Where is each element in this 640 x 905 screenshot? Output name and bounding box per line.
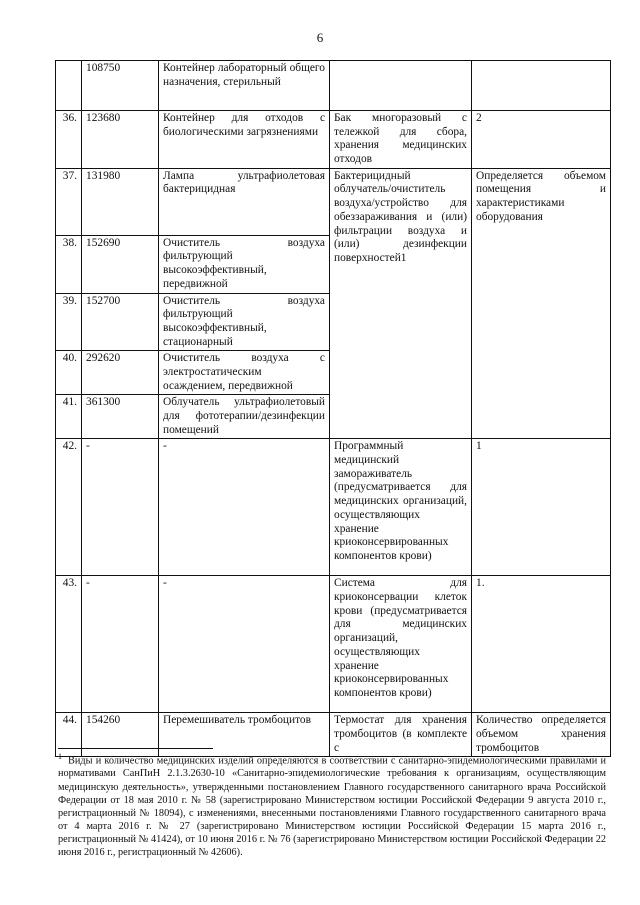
item-name: Контейнер для отходов с биологическими загрязнениями [159, 111, 330, 169]
page-number: 6 [316, 30, 324, 45]
item-code: 152690 [82, 235, 159, 293]
row-number: 44. [56, 713, 82, 757]
item-code: 123680 [82, 111, 159, 169]
row-number: 43. [56, 576, 82, 713]
table-row [56, 576, 611, 713]
item-name: Очиститель воздуха фильтрующий высокоэффективный, передвижной [159, 235, 330, 293]
item-name: - [159, 576, 330, 713]
table-row [56, 111, 611, 169]
row-number: 40. [56, 351, 82, 395]
table-row [56, 168, 611, 235]
equipment-name: Бактерицидный облучатель/очиститель воздуха/устройство для обеззараживания и (или) фильтрации воздуха и (или) дезинфекции поверхностей1 [330, 168, 472, 439]
footnote-divider [58, 748, 213, 749]
table-row [56, 713, 611, 757]
row-number: 42. [56, 439, 82, 576]
item-name: - [159, 439, 330, 576]
table-row [56, 61, 611, 111]
item-name: Облучатель ультрафиолетовый для фототерапии/дезинфекции помещений [159, 395, 330, 439]
item-code: 292620 [82, 351, 159, 395]
item-code: - [82, 576, 159, 713]
row-number: 39. [56, 293, 82, 351]
item-code: 361300 [82, 395, 159, 439]
quantity: Количество определяется объемом хранения тромбоцитов [472, 713, 611, 757]
footnote-text: Виды и количество медицинских изделий определяются в соответствии с санитарно-эпидемиологическими правилами и нормативами СанПиН 2.1.3.2630-10 «Санитарно-эпидемиологические требования к организациям, осуществляющим медицинскую деятельность», утвержденными постановлением Главного государственного санитарного врача Российской Федерации от 18 мая 2010 г. № 58 (зарегистрировано Министерством юстиции Российской Федерации 9 августа 2010 г., регистрационный № 18094), с изменениями, внесенными постановлениями Главного государственного санитарного врача от 4 марта 2016 г. № 27 (зарегистрировано Министерством юстиции Российской Федерации 15 марта 2016 г., регистрационный № 41424), от 10 июня 2016 г. № 76 (зарегистрировано Министерством юстиции Российской Федерации 22 июня 2016 г., регистрационный № 42606). [58, 755, 606, 858]
footnote [58, 752, 606, 859]
equipment-table [55, 60, 611, 757]
item-name: Очиститель воздуха фильтрующий высокоэффективный, стационарный [159, 293, 330, 351]
equipment-name: Система для криоконсервации клеток крови (предусматривается для медицинских организаций, осуществляющих хранение криоконсервированных компонентов крови) [330, 576, 472, 713]
table-row [56, 439, 611, 576]
item-code: 108750 [82, 61, 159, 111]
equipment-name [330, 61, 472, 111]
quantity: 1. [472, 576, 611, 713]
row-number: 41. [56, 395, 82, 439]
item-code: 152700 [82, 293, 159, 351]
item-code: 154260 [82, 713, 159, 757]
quantity: 2 [472, 111, 611, 169]
quantity: Определяется объемом помещения и характеристиками оборудования [472, 168, 611, 439]
item-code: - [82, 439, 159, 576]
item-name: Лампа ультрафиолетовая бактерицидная [159, 168, 330, 235]
quantity: 1 [472, 439, 611, 576]
equipment-name: Программный медицинский замораживатель (предусматривается для медицинских организаций, осуществляющих хранение криоконсервированных компонентов крови) [330, 439, 472, 576]
item-name: Очиститель воздуха с электростатическим осаждением, передвижной [159, 351, 330, 395]
quantity [472, 61, 611, 111]
item-name: Контейнер лабораторный общего назначения, стерильный [159, 61, 330, 111]
row-number: 37. [56, 168, 82, 235]
row-number [56, 61, 82, 111]
item-name: Перемешиватель тромбоцитов [159, 713, 330, 757]
footnote-marker: 1 [58, 752, 62, 761]
equipment-name: Бак многоразовый с тележкой для сбора, хранения медицинских отходов [330, 111, 472, 169]
row-number: 36. [56, 111, 82, 169]
equipment-name: Термостат для хранения тромбоцитов (в комплекте с [330, 713, 472, 757]
item-code: 131980 [82, 168, 159, 235]
row-number: 38. [56, 235, 82, 293]
